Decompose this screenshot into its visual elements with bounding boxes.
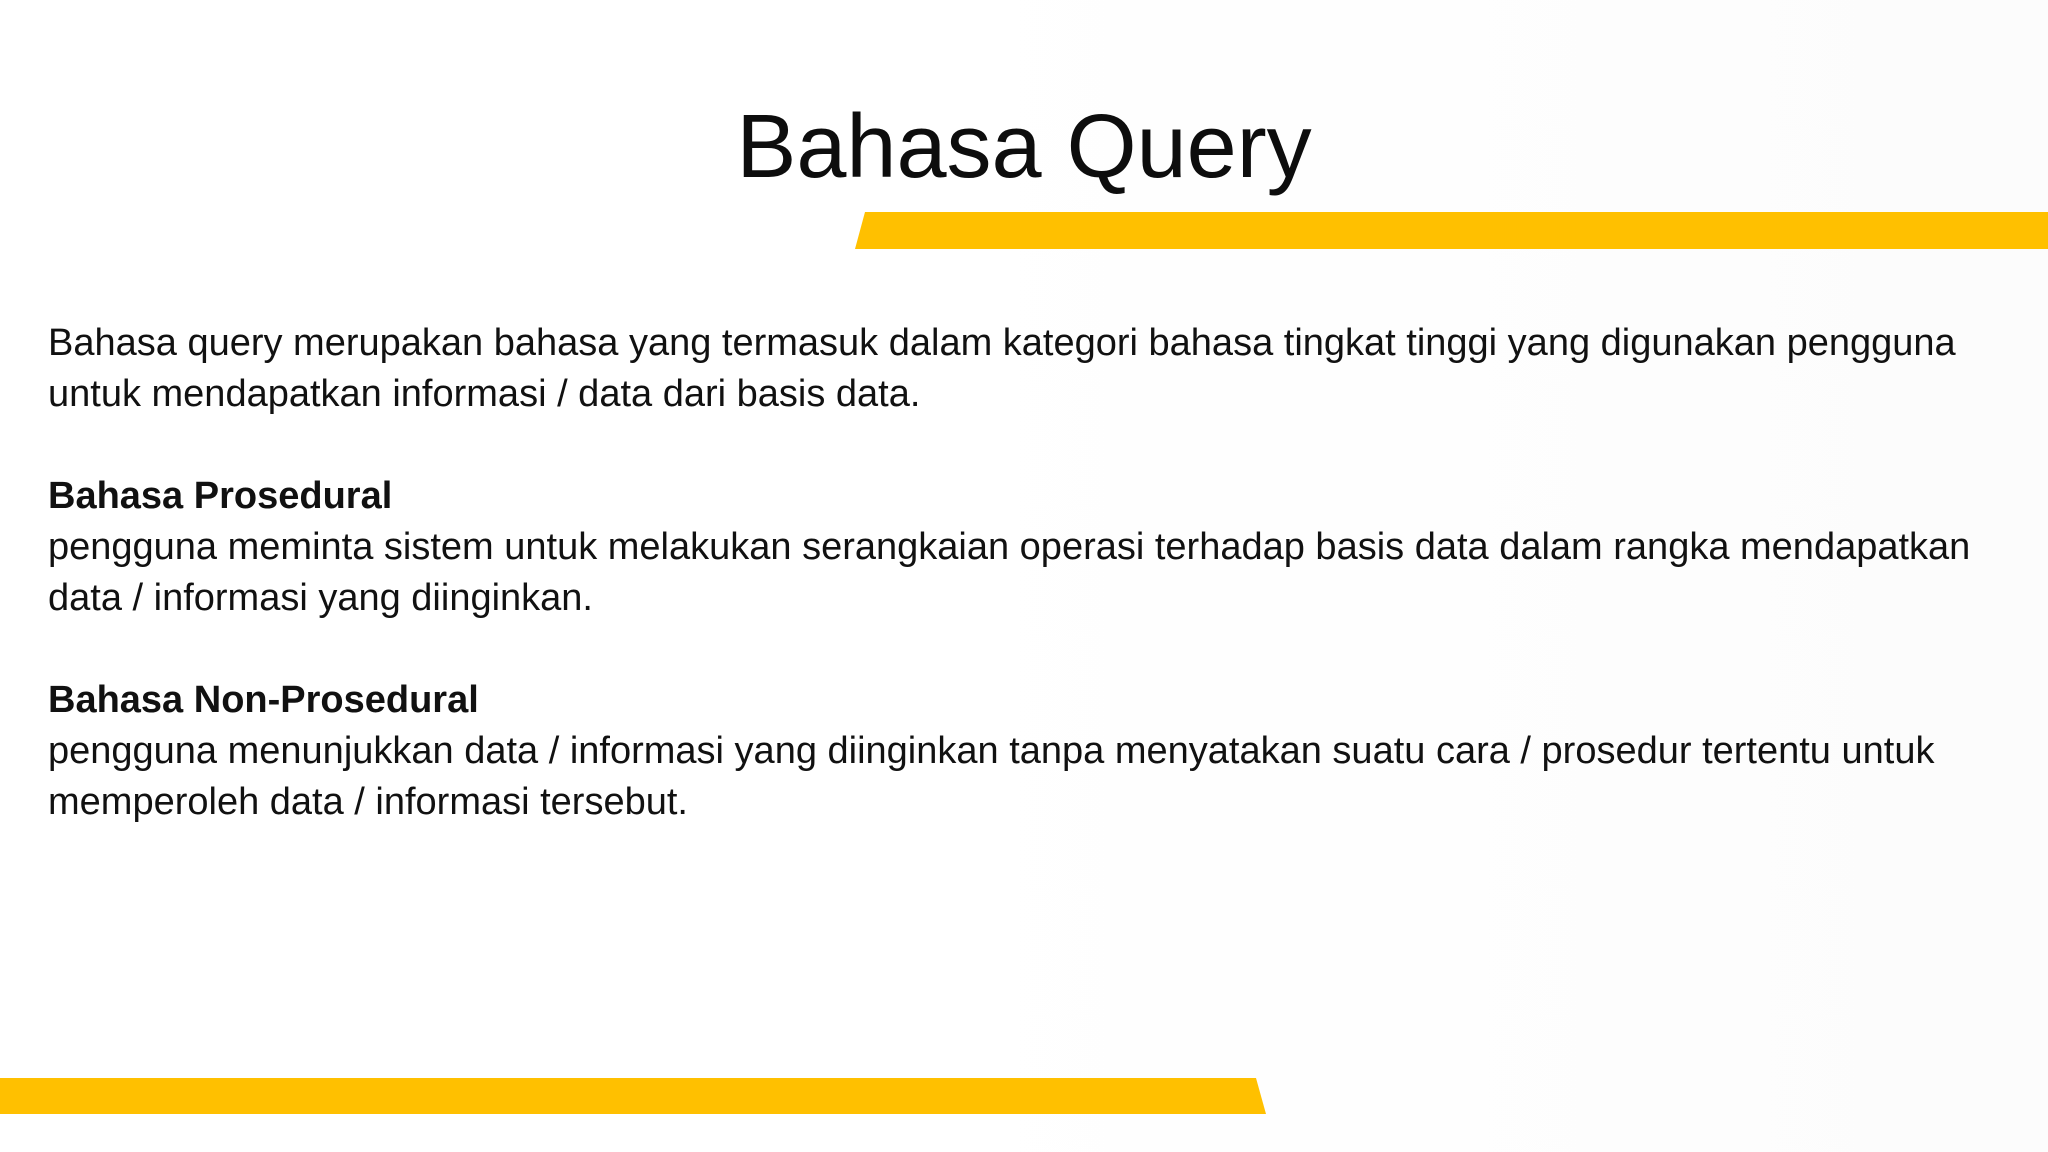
section-prosedural xyxy=(48,471,2028,624)
section-non-prosedural xyxy=(48,675,2028,828)
section-body-non-prosedural: pengguna menunjukkan data / informasi yang diinginkan tanpa menyatakan suatu cara / prosedur tertentu untuk memperoleh data / informasi tersebut. xyxy=(48,730,1935,823)
accent-bar-bottom xyxy=(0,1078,1266,1114)
section-heading-prosedural: Bahasa Prosedural xyxy=(48,475,393,517)
section-heading-non-prosedural: Bahasa Non-Prosedural xyxy=(48,679,479,721)
intro-paragraph: Bahasa query merupakan bahasa yang termasuk dalam kategori bahasa tingkat tinggi yang digunakan pengguna untuk mendapatkan informasi / data dari basis data. xyxy=(48,322,1956,415)
slide-title: Bahasa Query xyxy=(736,97,1312,197)
accent-bar-top xyxy=(855,212,2048,249)
slide-content xyxy=(48,318,2028,879)
section-body-prosedural: pengguna meminta sistem untuk melakukan serangkaian operasi terhadap basis data dalam rangka mendapatkan data / informasi yang diinginkan. xyxy=(48,526,1971,619)
